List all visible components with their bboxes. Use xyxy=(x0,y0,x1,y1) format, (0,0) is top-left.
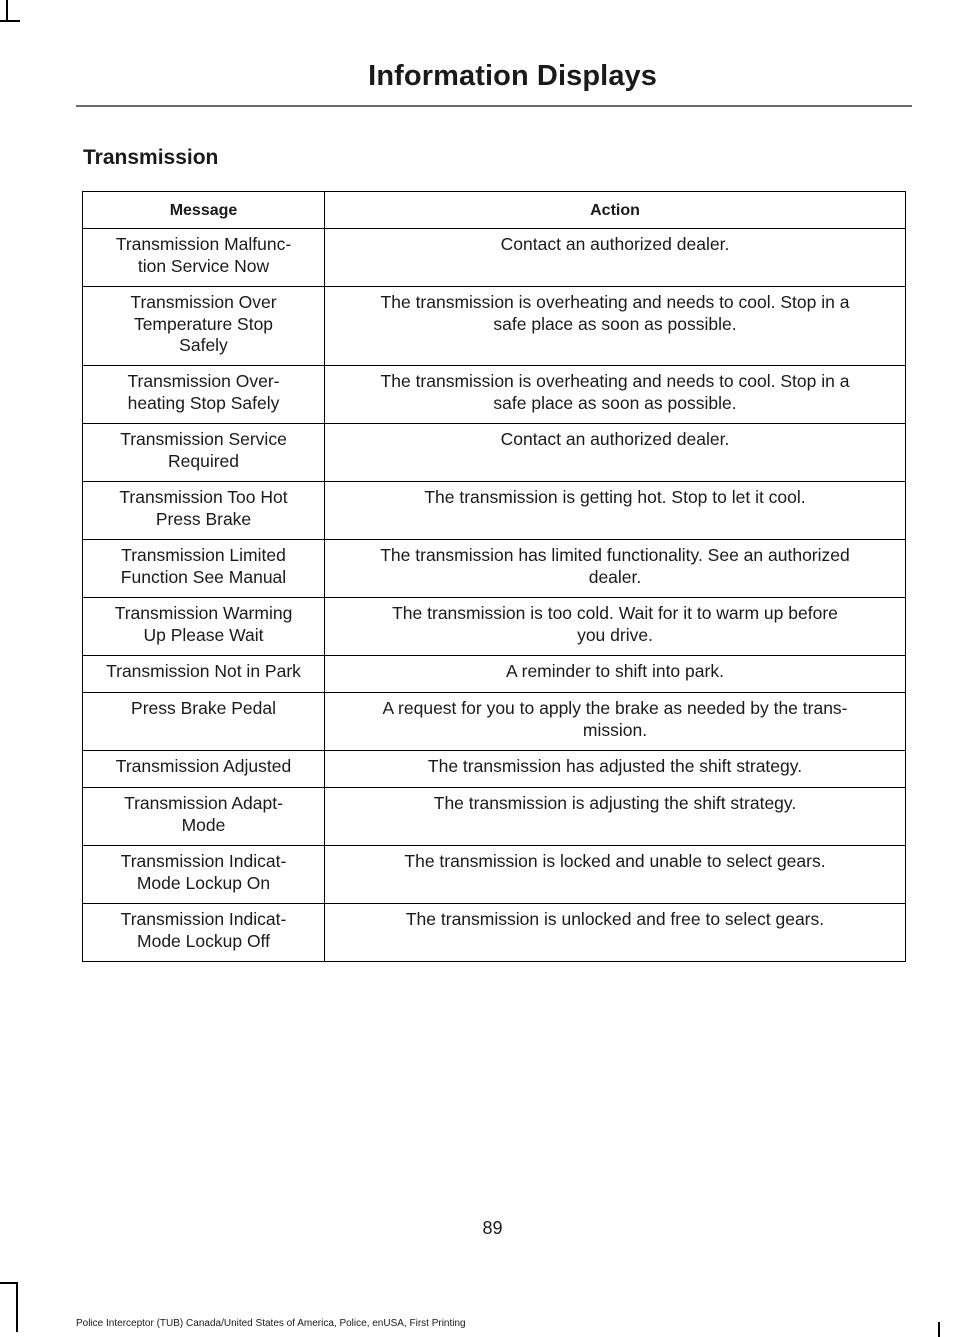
table-row xyxy=(83,540,906,598)
footer-print-info: Police Interceptor (TUB) Canada/United States of America, Police, enUSA, First Printing xyxy=(76,1318,466,1329)
section-heading: Transmission xyxy=(83,146,219,169)
action-cell: A reminder to shift into park. xyxy=(325,656,906,693)
table-row xyxy=(83,598,906,656)
message-cell: Transmission Not in Park xyxy=(83,656,325,693)
action-cell: The transmission is adjusting the shift strategy. xyxy=(325,788,906,846)
message-cell: Transmission Adapt- Mode xyxy=(83,788,325,846)
table-row xyxy=(83,482,906,540)
action-cell: The transmission has adjusted the shift strategy. xyxy=(325,751,906,788)
table-row xyxy=(83,656,906,693)
message-cell: Press Brake Pedal xyxy=(83,693,325,751)
action-cell: The transmission is getting hot. Stop to let it cool. xyxy=(325,482,906,540)
message-cell: Transmission Adjusted xyxy=(83,751,325,788)
crop-mark-bottom-right-v xyxy=(938,1322,940,1337)
table-row xyxy=(83,424,906,482)
column-header-action: Action xyxy=(325,192,906,229)
table-row xyxy=(83,788,906,846)
crop-mark-bottom-left-v xyxy=(16,1282,18,1332)
message-cell: Transmission Service Required xyxy=(83,424,325,482)
action-cell: The transmission has limited functionality. See an authorized dealer. xyxy=(325,540,906,598)
table-row xyxy=(83,846,906,904)
message-cell: Transmission Over Temperature Stop Safely xyxy=(83,287,325,366)
action-cell: The transmission is too cold. Wait for it to warm up before you drive. xyxy=(325,598,906,656)
table-row xyxy=(83,287,906,366)
table-row xyxy=(83,904,906,962)
action-cell: The transmission is overheating and needs to cool. Stop in a safe place as soon as possible. xyxy=(325,287,906,366)
crop-mark-bottom-left-h xyxy=(0,1282,17,1284)
crop-mark-top-left-h xyxy=(0,20,20,22)
header-divider xyxy=(76,105,912,107)
page-title: Information Displays xyxy=(368,60,657,92)
transmission-messages-table xyxy=(82,191,906,962)
message-cell: Transmission Warming Up Please Wait xyxy=(83,598,325,656)
action-cell: The transmission is unlocked and free to select gears. xyxy=(325,904,906,962)
table-row xyxy=(83,751,906,788)
table-row xyxy=(83,693,906,751)
table-header-row xyxy=(83,192,906,229)
message-cell: Transmission Too Hot Press Brake xyxy=(83,482,325,540)
action-cell: A request for you to apply the brake as needed by the trans- mission. xyxy=(325,693,906,751)
crop-mark-top-left-v xyxy=(6,0,8,20)
page-number: 89 xyxy=(482,1218,503,1238)
action-cell: The transmission is locked and unable to select gears. xyxy=(325,846,906,904)
table-body xyxy=(83,229,906,962)
column-header-message: Message xyxy=(83,192,325,229)
action-cell: Contact an authorized dealer. xyxy=(325,229,906,287)
message-cell: Transmission Indicat- Mode Lockup On xyxy=(83,846,325,904)
action-cell: The transmission is overheating and needs to cool. Stop in a safe place as soon as possible. xyxy=(325,366,906,424)
table-row xyxy=(83,366,906,424)
table-row xyxy=(83,229,906,287)
message-cell: Transmission Limited Function See Manual xyxy=(83,540,325,598)
action-cell: Contact an authorized dealer. xyxy=(325,424,906,482)
message-cell: Transmission Malfunc- tion Service Now xyxy=(83,229,325,287)
message-cell: Transmission Indicat- Mode Lockup Off xyxy=(83,904,325,962)
message-cell: Transmission Over- heating Stop Safely xyxy=(83,366,325,424)
